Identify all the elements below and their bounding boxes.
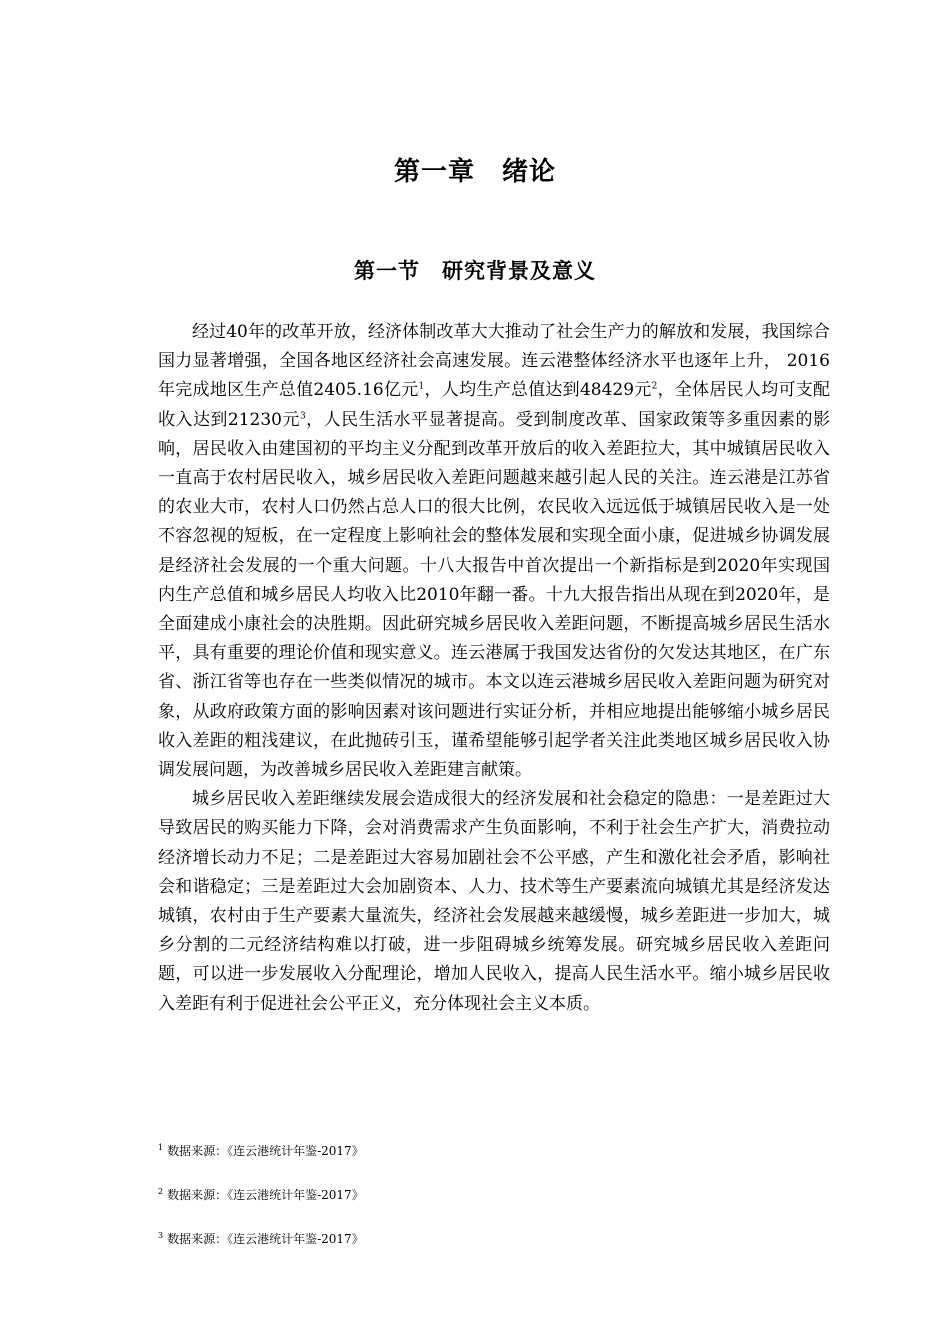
paragraph-1-part-3: ，全体居民人均可支配收入达到21230元	[158, 380, 830, 430]
paragraph-2: 城乡居民收入差距继续发展会造成很大的经济发展和社会稳定的隐患：一是差距过大导致居民的购买能力下降，会对消费需求产生负面影响，不利于社会生产扩大，消费拉动经济增长动力不足；二是差距过大容易加剧社会不公平感，产生和激化社会矛盾，影响社会和谐稳定；三是差距过大会加剧资本、人力、技术等生产要素流向城镇尤其是经济发达城镇，农村由于生产要素大量流失，经济社会发展越来越缓慢，城乡差距进一步加大，城乡分割的二元经济结构难以打破，进一步阻碍城乡统筹发展。研究城乡居民收入差距问题，可以进一步发展收入分配理论，增加人民收入，提高人民生活水平。缩小城乡居民收入差距有利于促进社会公平正义，充分体现社会主义本质。	[158, 789, 830, 1014]
section-title: 第一节 研究背景及意义	[354, 259, 596, 283]
chapter-title: 第一章 绪论	[393, 157, 556, 187]
footnote-mark-3: 3	[158, 1231, 164, 1240]
paragraph-1-part-4: ，人民生活水平显著提高。受到制度改革、国家政策等多重因素的影响，居民收入由建国初的平均主义分配到改革开放后的收入差距拉大，其中城镇居民收入一直高于农村居民收入，城乡居民收入差距问题越来越引起人民的关注。连云港是江苏省的农业大市，农村人口仍然占总人口的很大比例，农民收入远远低于城镇居民收入是一处不容忽视的短板，在一定程度上影响社会的整体发展和实现全面小康，促进城乡协调发展是经济社会发展的一个重大问题。十八大报告中首次提出一个新指标是到2020年实现国内生产总值和城乡居民人均收入比2010年翻一番。十九大报告指出从现在到2020年，是全面建成小康社会的决胜期。因此研究城乡居民收入差距问题，不断提高城乡居民生活水平，具有重要的理论价值和现实意义。连云港属于我国发达省份的欠发达其地区，在广东省、浙江省等也存在一些类似情况的城市。本文以连云港城乡居民收入差距问题为研究对象，从政府政策方面的影响因素对该问题进行实证分析，并相应地提出能够缩小城乡居民收入差距的粗浅建议，在此抛砖引玉，谨希望能够引起学者关注此类地区城乡居民收入协调发展问题，为改善城乡居民收入差距建言献策。	[158, 409, 830, 781]
footnote-ref-3[interactable]: 3	[299, 410, 306, 421]
footnote-text-2: 数据来源：《连云港统计年鉴-2017》	[167, 1188, 364, 1202]
footnote-text-3: 数据来源：《连云港统计年鉴-2017》	[167, 1232, 364, 1246]
footnote-mark-2: 2	[158, 1187, 164, 1196]
footnote-ref-1[interactable]: 1	[418, 381, 425, 392]
body-text	[158, 318, 830, 1019]
paragraph-1-part-2: ，人均生产总值达到48429元	[424, 380, 652, 401]
footnote-mark-1: 1	[158, 1143, 164, 1152]
footnote-1	[158, 1140, 830, 1162]
paragraph-1-part-1: 经过40年的改革开放，经济体制改革大大推动了社会生产力的解放和发展，我国综合国力显著增强，全国各地区经济社会高速发展。连云港整体经济水平也逐年上升， 2016年完成地区生产总值2405.16亿元	[158, 322, 830, 401]
footnote-text-1: 数据来源：《连云港统计年鉴-2017》	[167, 1144, 364, 1158]
footnote-2	[158, 1184, 830, 1206]
footnotes	[158, 1140, 830, 1272]
paragraph-1	[158, 318, 830, 785]
footnote-3	[158, 1228, 830, 1250]
footnote-ref-2[interactable]: 2	[651, 381, 658, 392]
